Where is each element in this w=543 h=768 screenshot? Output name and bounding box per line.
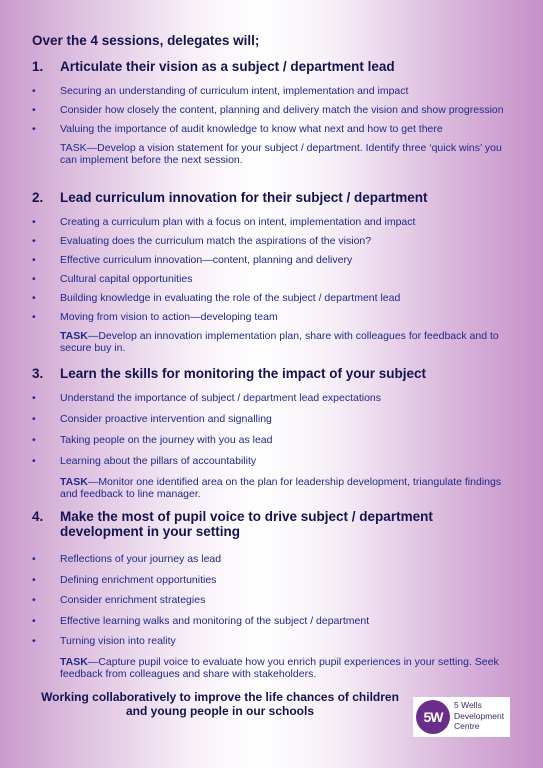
list-item: • Learning about the pillars of accountability <box>32 455 257 467</box>
task-label: TASK <box>60 476 88 488</box>
section-heading <box>32 59 512 74</box>
section-number: 1. <box>32 59 44 74</box>
bullet-icon: • <box>32 104 36 116</box>
bullet-icon: • <box>32 455 36 467</box>
task-text: TASK—Develop a vision statement for your subject / department. Identify three ‘quick wins’ you can implement before the next session. <box>60 142 502 166</box>
section-4 <box>32 509 512 680</box>
bullet-icon: • <box>32 273 36 285</box>
bullet-icon: • <box>32 553 36 565</box>
list-item: • Taking people on the journey with you as lead <box>32 434 273 446</box>
section-heading <box>32 366 512 381</box>
bullet-list <box>32 85 512 135</box>
task-text: TASK—Capture pupil voice to evaluate how you enrich pupil experiences in your setting. Seek feedback from colleagues and share with stakeholders. <box>60 655 499 680</box>
section-2 <box>32 190 512 354</box>
task-label: TASK <box>60 330 88 342</box>
bullet-icon: • <box>32 434 36 446</box>
bullet-icon: • <box>32 614 36 627</box>
logo-mark-icon: 5W <box>416 700 450 734</box>
bullet-icon: • <box>32 594 36 606</box>
list-item: • Turning vision into reality <box>32 635 176 647</box>
bullet-icon: • <box>32 413 36 425</box>
bullet-list <box>32 553 512 647</box>
logo-text: 5 Wells Development Centre <box>454 700 505 731</box>
list-item: • Defining enrichment opportunities <box>32 573 217 586</box>
list-item: • Effective learning walks and monitoring of the subject / department <box>32 614 370 627</box>
task-text: TASK—Monitor one identified area on the plan for leadership development, triangulate findings and feedback to line manager. <box>60 476 502 500</box>
section-number: 2. <box>32 190 44 205</box>
list-item: • Valuing the importance of audit knowledge to know what next and how to get there <box>32 123 443 135</box>
list-item: • Consider how closely the content, planning and delivery match the vision and show progression <box>32 104 504 116</box>
bullet-list <box>32 216 512 323</box>
section-title: Make the most of pupil voice to drive subject / department development in your setting <box>60 509 433 539</box>
bullet-icon: • <box>32 216 36 228</box>
bullet-icon: • <box>32 235 36 247</box>
list-item: • Creating a curriculum plan with a focus on intent, implementation and impact <box>32 216 416 228</box>
footer-tagline: Working collaboratively to improve the life chances of children and young people in our schools <box>41 690 399 718</box>
bullet-icon: • <box>32 635 36 647</box>
section-heading <box>32 190 512 205</box>
bullet-icon: • <box>32 85 36 97</box>
list-item: • Building knowledge in evaluating the role of the subject / department lead <box>32 292 401 304</box>
logo <box>413 697 510 737</box>
list-item: • Reflections of your journey as lead <box>32 553 222 565</box>
section-number: 3. <box>32 366 44 381</box>
list-item: • Evaluating does the curriculum match the aspirations of the vision? <box>32 235 372 247</box>
bullet-icon: • <box>32 254 36 266</box>
task-label: TASK <box>60 655 88 668</box>
section-3 <box>32 366 512 500</box>
intro-heading: Over the 4 sessions, delegates will; <box>32 33 260 48</box>
section-title: Learn the skills for monitoring the impact of your subject <box>60 366 427 381</box>
list-item: • Understand the importance of subject / department lead expectations <box>32 392 382 404</box>
bullet-icon: • <box>32 123 36 135</box>
list-item: • Consider proactive intervention and signalling <box>32 413 272 425</box>
list-item: • Consider enrichment strategies <box>32 594 206 606</box>
list-item: • Effective curriculum innovation—content, planning and delivery <box>32 254 353 266</box>
list-item: • Cultural capital opportunities <box>32 273 193 285</box>
task-label: TASK <box>60 142 87 154</box>
bullet-icon: • <box>32 573 36 586</box>
bullet-icon: • <box>32 392 36 404</box>
list-item: • Securing an understanding of curriculum intent, implementation and impact <box>32 85 409 97</box>
section-heading <box>32 509 512 539</box>
list-item: • Moving from vision to action—developing team <box>32 311 278 323</box>
section-number: 4. <box>32 509 44 524</box>
bullet-icon: • <box>32 292 36 304</box>
section-1 <box>32 59 512 166</box>
bullet-list <box>32 392 512 467</box>
task-text: TASK—Develop an innovation implementation plan, share with colleagues for feedback and to secure buy in. <box>60 330 499 354</box>
section-title: Articulate their vision as a subject / department lead <box>60 59 395 74</box>
bullet-icon: • <box>32 311 36 323</box>
section-title: Lead curriculum innovation for their subject / department <box>60 190 428 205</box>
